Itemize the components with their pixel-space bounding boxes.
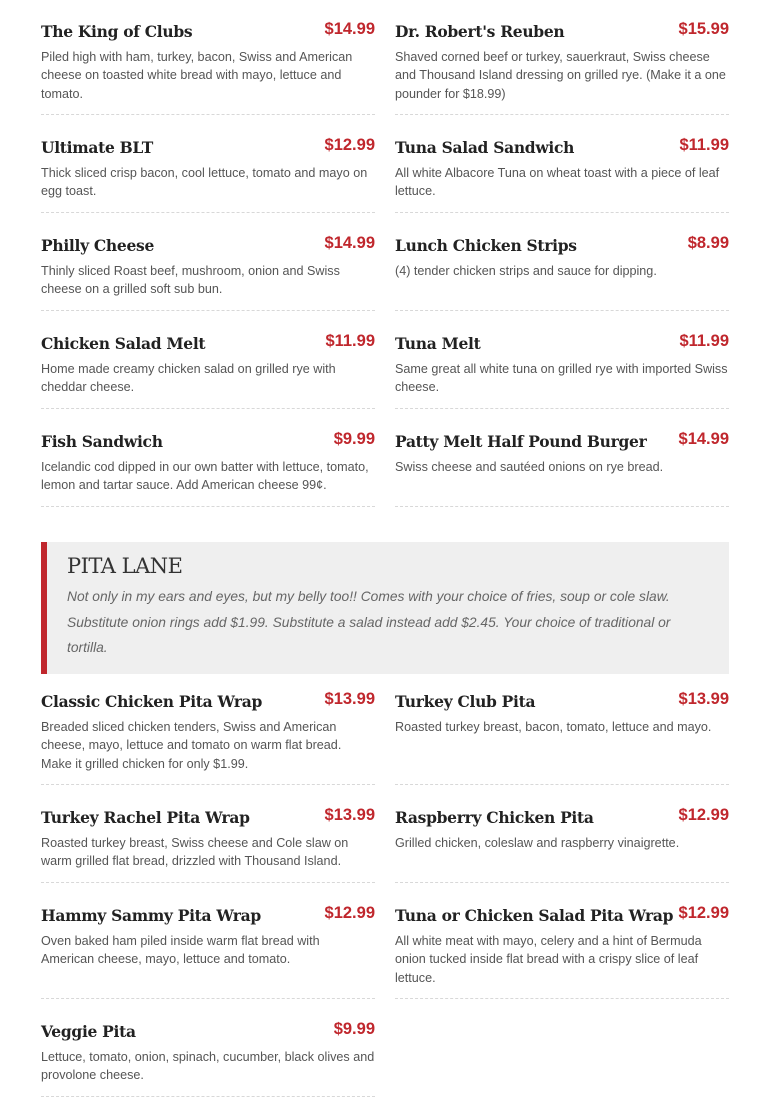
item-price: $14.99 [678,430,729,448]
menu-item [41,138,375,213]
item-name: Lunch Chicken Strips [395,236,577,255]
item-name: Fish Sandwich [41,432,163,451]
item-name: Turkey Rachel Pita Wrap [41,808,250,827]
item-name: Philly Cheese [41,236,155,255]
item-price: $15.99 [678,20,729,38]
item-description: Thinly sliced Roast beef, mushroom, onion and Swiss cheese on a grilled soft sub bun. [41,264,340,297]
item-price: $13.99 [324,806,375,824]
item-description: Breaded sliced chicken tenders, Swiss and American cheese, mayo, lettuce and tomato on warm flat bread. Make it grilled chicken for only $1.99. [41,720,342,771]
item-name: Dr. Robert's Reuben [395,22,565,41]
menu-item [41,808,375,883]
menu-item [395,22,729,115]
item-price: $11.99 [679,332,729,350]
item-description: Same great all white tuna on grilled rye with imported Swiss cheese. [395,362,728,395]
item-name: Tuna Melt [395,334,481,353]
item-description: (4) tender chicken strips and sauce for dipping. [395,264,657,278]
menu-item [41,906,375,999]
item-price: $12.99 [678,806,729,824]
menu-item [41,432,375,507]
item-name: Veggie Pita [41,1022,136,1041]
item-name: Classic Chicken Pita Wrap [41,692,263,711]
menu-item [395,138,729,213]
item-name: Tuna or Chicken Salad Pita Wrap [395,906,674,925]
item-description: Shaved corned beef or turkey, sauerkraut, Swiss cheese and Thousand Island dressing on grilled rye. (Make it a one pounder for $18.99) [395,50,726,101]
item-price: $9.99 [333,430,375,448]
item-price: $12.99 [324,136,375,154]
item-description: Roasted turkey breast, bacon, tomato, lettuce and mayo. [395,720,712,734]
menu-item [395,432,729,507]
item-name: Chicken Salad Melt [41,334,206,353]
item-price: $12.99 [678,904,729,922]
item-price: $11.99 [679,136,729,154]
menu-item [395,692,729,785]
item-description: Piled high with ham, turkey, bacon, Swiss and American cheese on toasted white bread with mayo, lettuce and tomato. [41,50,353,101]
menu-item [41,334,375,409]
item-price: $13.99 [678,690,729,708]
menu-item [395,334,729,409]
item-description: Home made creamy chicken salad on grilled rye with cheddar cheese. [41,362,336,395]
item-price: $9.99 [333,1020,375,1038]
item-description: Lettuce, tomato, onion, spinach, cucumber, black olives and provolone cheese. [41,1050,375,1083]
item-price: $14.99 [324,20,375,38]
item-description: Oven baked ham piled inside warm flat bread with American cheese, mayo, lettuce and tomato. [41,934,320,967]
section-title: PITA LANE [67,554,183,578]
item-description: All white Albacore Tuna on wheat toast with a piece of leaf lettuce. [395,166,720,199]
item-name: Ultimate BLT [41,138,153,157]
item-name: Patty Melt Half Pound Burger [395,432,647,451]
item-name: Turkey Club Pita [395,692,536,711]
menu-item [41,22,375,115]
item-price: $14.99 [324,234,375,252]
item-name: Tuna Salad Sandwich [395,138,575,157]
menu-item [395,236,729,311]
menu-item [41,1022,375,1097]
item-price: $11.99 [325,332,375,350]
item-name: Raspberry Chicken Pita [395,808,594,827]
menu-item [41,692,375,785]
menu-item [41,236,375,311]
item-description: All white meat with mayo, celery and a hint of Bermuda onion tucked inside flat bread with a crispy slice of leaf lettuce. [395,934,702,985]
item-name: Hammy Sammy Pita Wrap [41,906,261,925]
item-description: Grilled chicken, coleslaw and raspberry vinaigrette. [395,836,680,850]
item-description: Swiss cheese and sautéed onions on rye bread. [395,460,664,474]
item-description: Roasted turkey breast, Swiss cheese and Cole slaw on warm grilled flat bread, drizzled with Thousand Island. [41,836,349,869]
menu-item [395,808,729,883]
item-name: The King of Clubs [41,22,193,41]
item-price: $8.99 [687,234,729,252]
item-price: $13.99 [324,690,375,708]
item-description: Thick sliced crisp bacon, cool lettuce, tomato and mayo on egg toast. [41,166,368,199]
menu-item [395,906,729,999]
item-price: $12.99 [324,904,375,922]
section-description: Not only in my ears and eyes, but my belly too!! Comes with your choice of fries, soup or cole slaw. Substitute onion rings add $1.99. Substitute a salad instead add $2.45. Your choice of traditional or tortilla. [67,589,671,656]
item-description: Icelandic cod dipped in our own batter with lettuce, tomato, lemon and tartar sauce. Add American cheese 99¢. [41,460,369,493]
section-header-pita-lane [41,542,729,674]
